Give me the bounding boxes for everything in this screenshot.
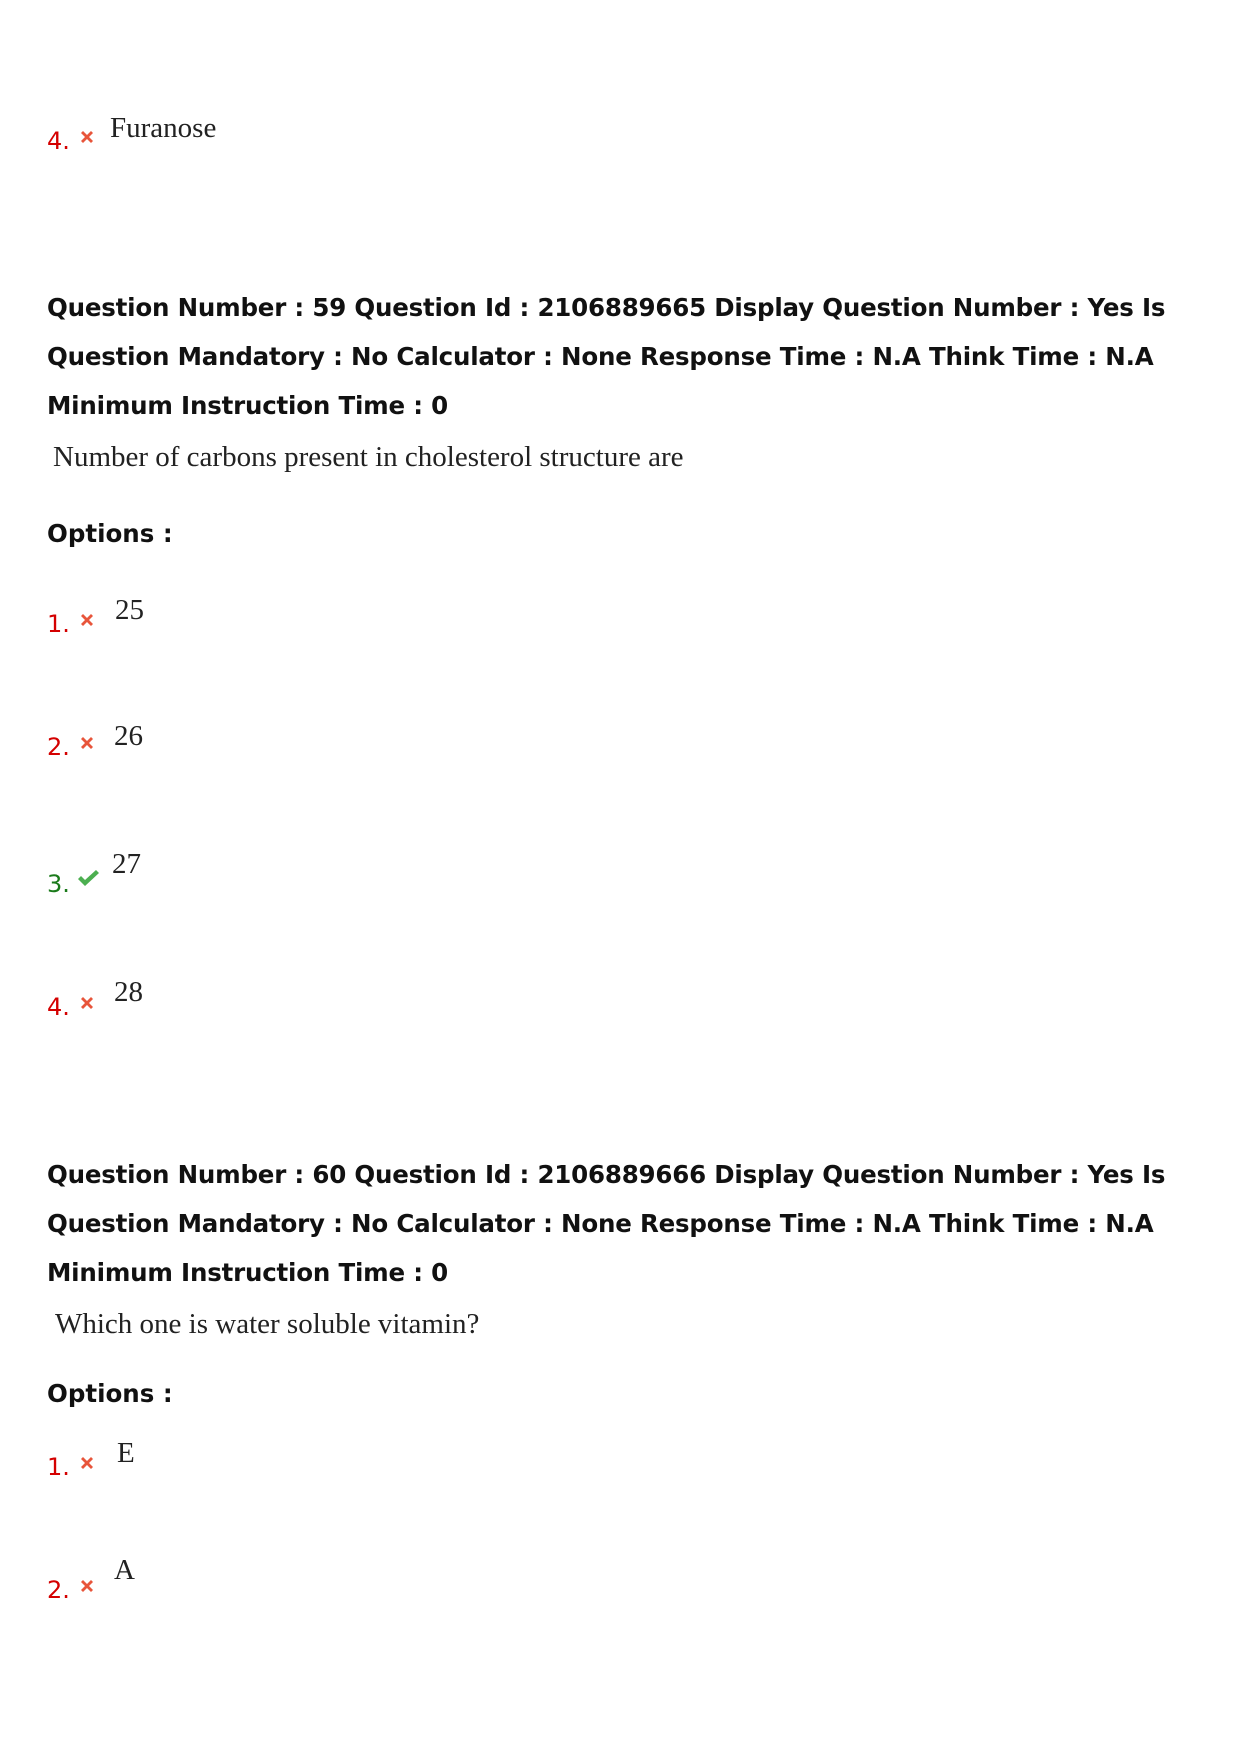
option-number: 1. <box>47 1453 70 1481</box>
cross-icon <box>78 611 96 629</box>
options-label: Options : <box>47 519 173 548</box>
question-header: Question Number : 59 Question Id : 2106889665 Display Question Number : Yes Is Question Mandatory : No Calculator : None Response Time : N.A Think Time : N.A Minimum Instruction Time : 0 <box>47 293 1166 420</box>
check-icon <box>76 868 100 888</box>
cross-icon <box>78 1454 96 1472</box>
question-header: Question Number : 60 Question Id : 2106889666 Display Question Number : Yes Is Question Mandatory : No Calculator : None Response Time : N.A Think Time : N.A Minimum Instruction Time : 0 <box>47 1160 1166 1287</box>
options-label: Options : <box>47 1379 173 1408</box>
option-text: 26 <box>114 720 143 752</box>
option-text: 28 <box>114 976 143 1008</box>
option-number: 4. <box>47 127 70 155</box>
option-number: 3. <box>47 870 70 898</box>
option-text: A <box>114 1554 135 1586</box>
cross-icon <box>78 734 96 752</box>
option-number: 2. <box>47 733 70 761</box>
option-text: E <box>117 1437 135 1469</box>
question-text: Number of carbons present in cholesterol structure are <box>53 441 684 473</box>
option-number: 2. <box>47 1576 70 1604</box>
cross-icon <box>78 128 96 146</box>
cross-icon <box>78 994 96 1012</box>
question-text: Which one is water soluble vitamin? <box>55 1308 480 1340</box>
option-number: 4. <box>47 993 70 1021</box>
option-number: 1. <box>47 610 70 638</box>
option-text: Furanose <box>110 112 217 144</box>
cross-icon <box>78 1577 96 1595</box>
option-text: 25 <box>115 594 144 626</box>
option-text: 27 <box>112 848 141 880</box>
